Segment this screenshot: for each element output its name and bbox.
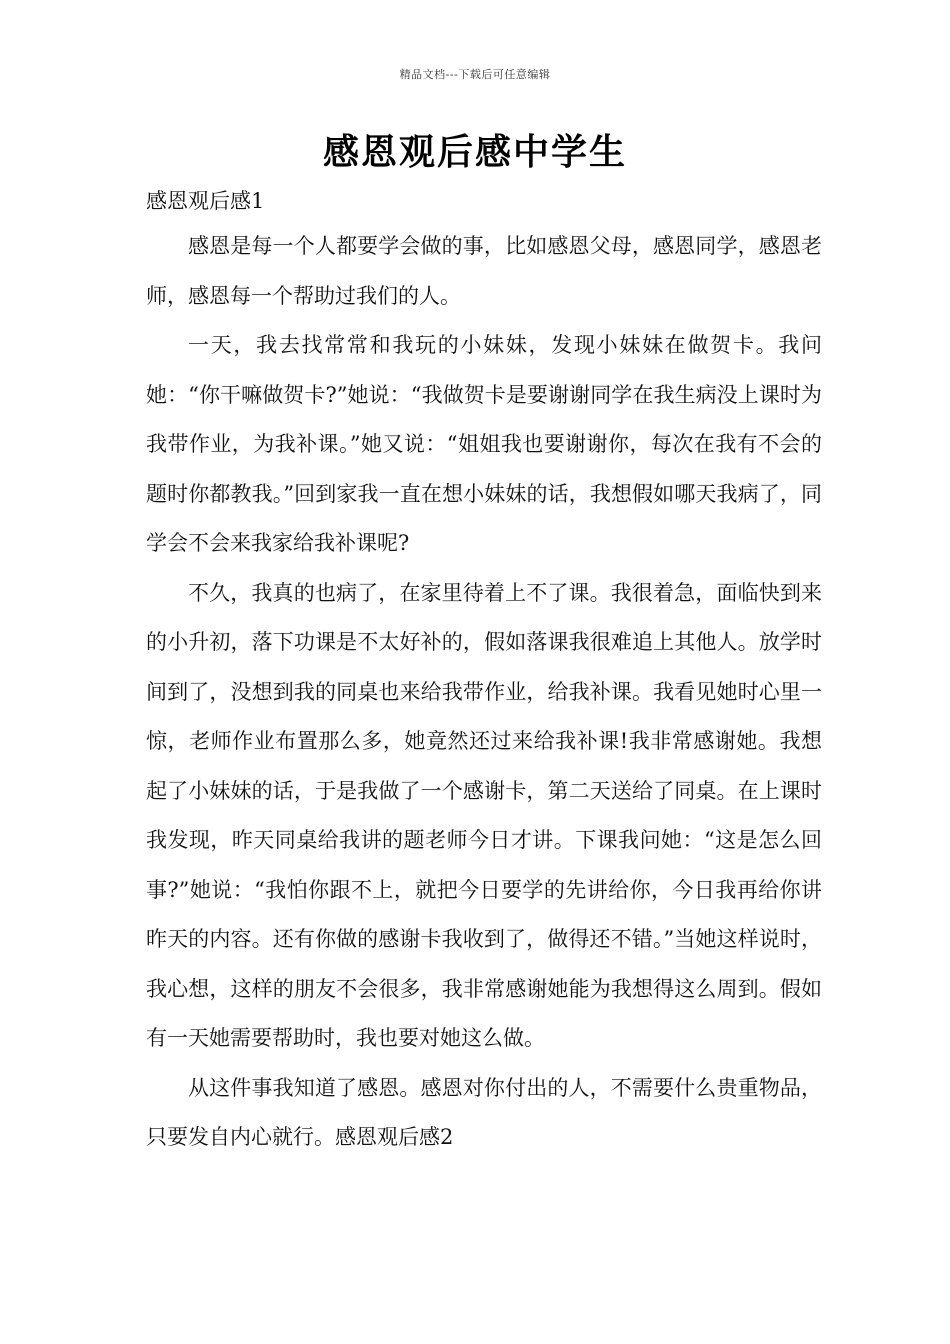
section-heading: 感恩观后感1 (146, 189, 265, 213)
paragraph-2: 一天，我去找常常和我玩的小妹妹，发现小妹妹在做贺卡。我问她：“你干嘛做贺卡?”她说：“我做贺卡是要谢谢同学在我生病没上课时为我带作业，为我补课。”她又说：“姐姐我也要谢谢你，每次在我有不会的题时你都教我。”回到家我一直在想小妹妹的话，我想假如哪天我病了，同学会不会来我家给我补课呢? (146, 333, 822, 555)
paragraph-4: 从这件事我知道了感恩。感恩对你付出的人，不需要什么贵重物品，只要发自内心就行。感恩观后感2 (146, 1075, 822, 1149)
document-title: 感恩观后感中学生 (322, 132, 627, 173)
document-body (146, 180, 822, 1163)
paragraph-1: 感恩是每一个人都要学会做的事，比如感恩父母，感恩同学，感恩老师，感恩每一个帮助过我们的人。 (146, 234, 822, 308)
header-note: 精品文档---下载后可任意编辑 (399, 68, 551, 81)
paragraph-3: 不久，我真的也病了，在家里待着上不了课。我很着急，面临快到来的小升初，落下功课是不太好补的，假如落课我很难追上其他人。放学时间到了，没想到我的同桌也来给我带作业，给我补课。我看见她时心里一惊，老师作业布置那么多，她竟然还过来给我补课!我非常感谢她。我想起了小妹妹的话，于是我做了一个感谢卡，第二天送给了同桌。在上课时我发现，昨天同桌给我讲的题老师今日才讲。下课我问她：“这是怎么回事?”她说：“我怕你跟不上，就把今日要学的先讲给你，今日我再给你讲昨天的内容。还有你做的感谢卡我收到了，做得还不错。”当她这样说时，我心想，这样的朋友不会很多，我非常感谢她能为我想得这么周到。假如有一天她需要帮助时，我也要对她这么做。 (146, 580, 822, 1050)
